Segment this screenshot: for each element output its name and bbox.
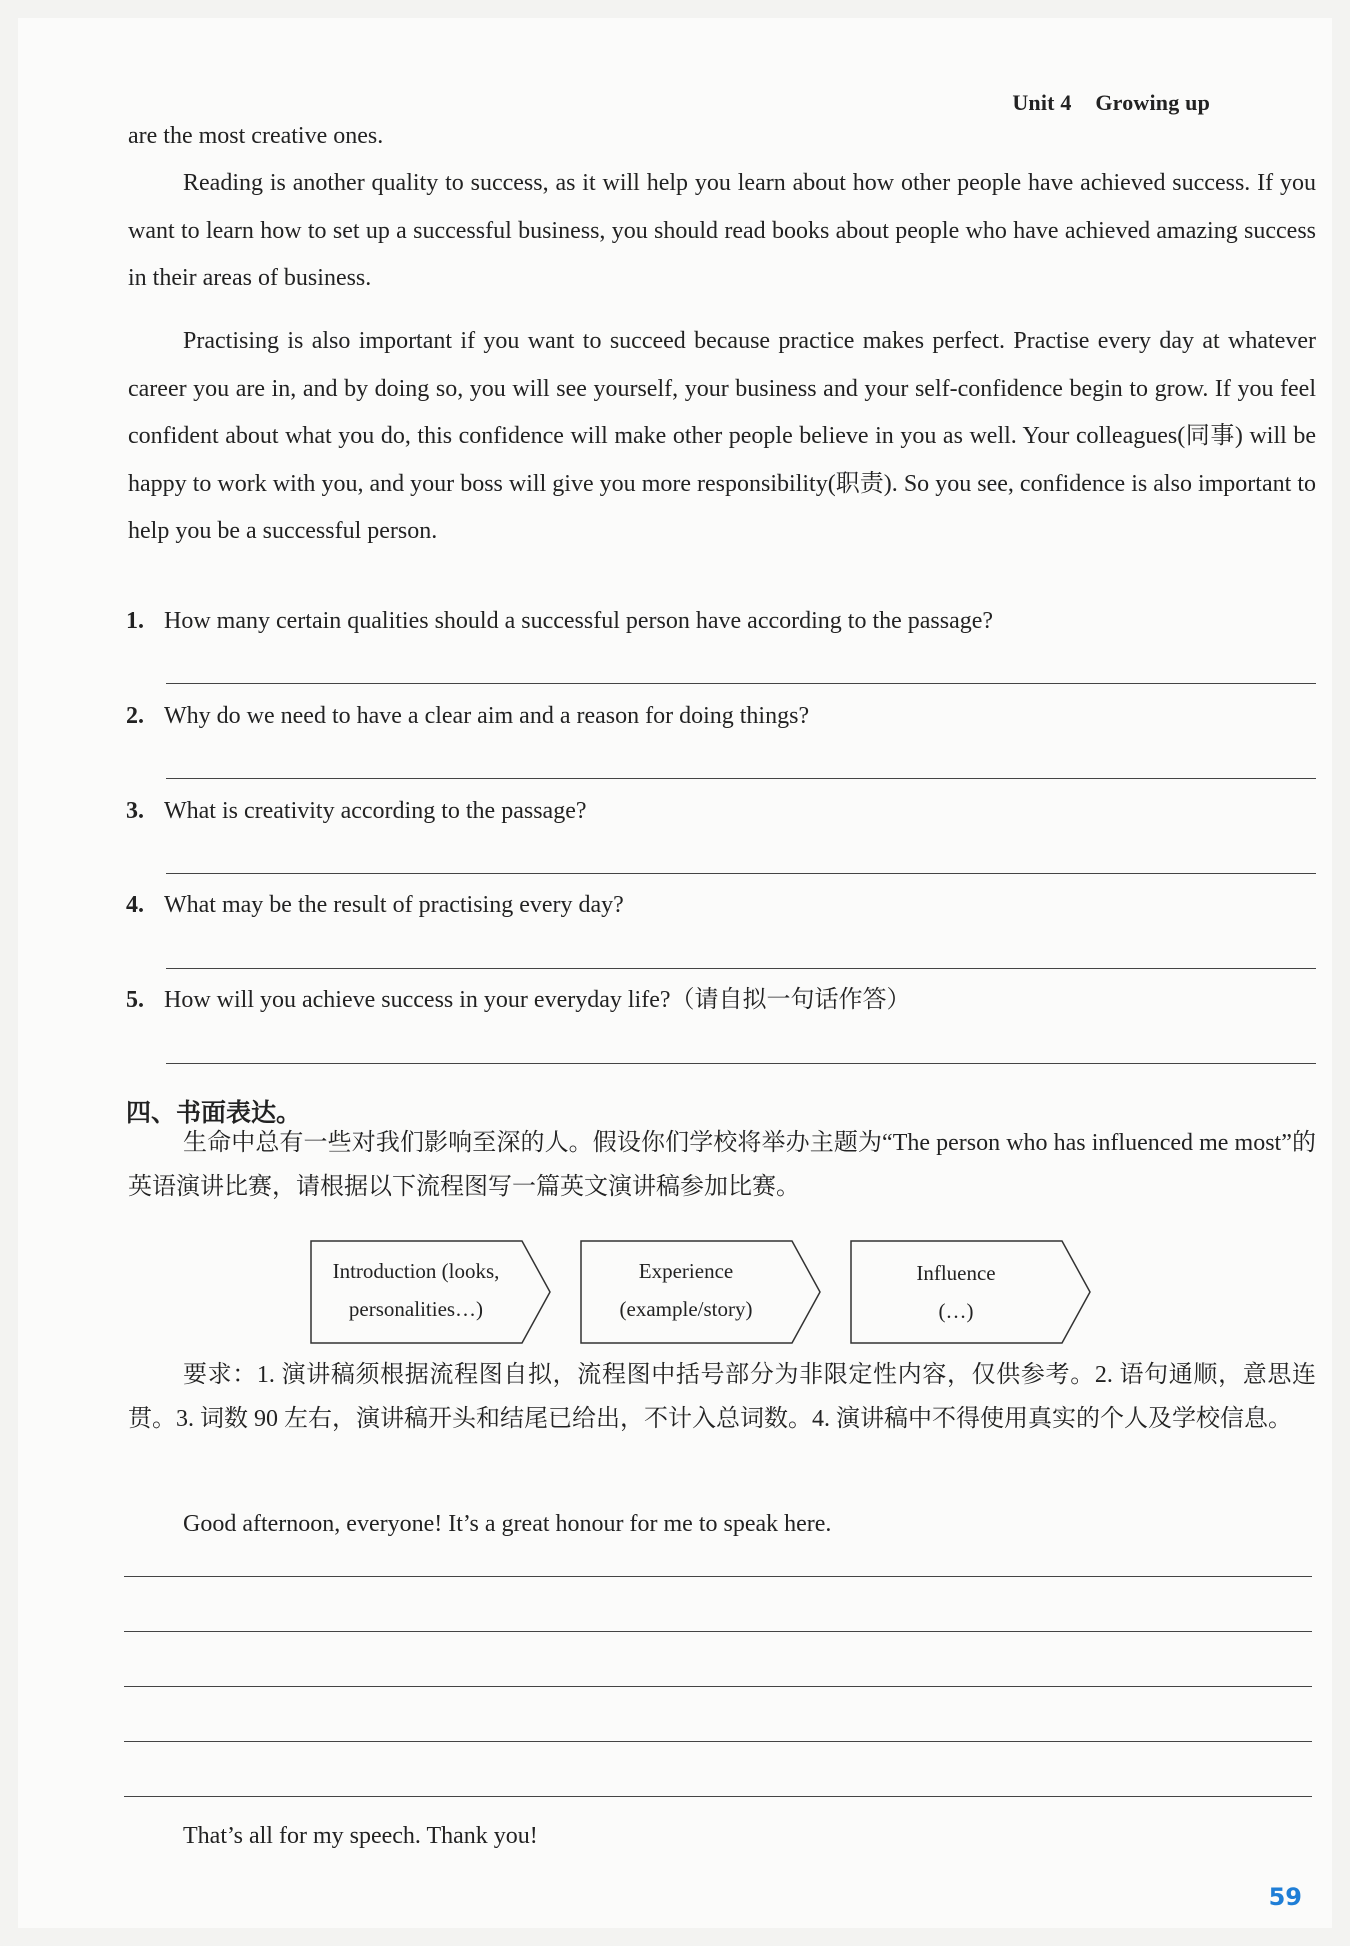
question-1: [126, 605, 1316, 637]
answer-line-2[interactable]: [166, 778, 1316, 779]
writing-line-3[interactable]: [124, 1686, 1312, 1687]
flowchart-step-label: [580, 1252, 792, 1328]
writing-line-5[interactable]: [124, 1796, 1312, 1797]
question-number: 2.: [126, 703, 144, 729]
writing-line-4[interactable]: [124, 1741, 1312, 1742]
answer-line-5[interactable]: [166, 1063, 1316, 1064]
writing-intro: 生命中总有一些对我们影响至深的人。假设你们学校将举办主题为“The person who has influenced me most”的英语演讲比赛，请根据以下流程图写一篇英文演讲稿参加比赛。: [128, 1130, 1316, 1200]
unit-title: Growing up: [1095, 90, 1210, 115]
flowchart-step-label: [850, 1254, 1062, 1330]
question-number: 1.: [126, 608, 144, 634]
worksheet-page: [18, 18, 1332, 1928]
question-text: Why do we need to have a clear aim and a reason for doing things?: [164, 703, 810, 729]
question-text: What is creativity according to the passage?: [164, 798, 587, 824]
passage-paragraph-1: Reading is another quality to success, as it will help you learn about how other people have achieved success. If you want to learn how to set up a successful business, you should read books about people who have achieved amazing success in their areas of business.: [128, 170, 1316, 292]
speech-closing: That’s all for my speech. Thank you!: [183, 1823, 538, 1849]
answer-line-4[interactable]: [166, 968, 1316, 969]
flowchart-step-1: [310, 1240, 552, 1344]
flowchart-step-line-2: (…): [938, 1299, 974, 1323]
question-2: [126, 700, 1316, 732]
writing-line-1[interactable]: [124, 1576, 1312, 1577]
question-text: How many certain qualities should a successful person have according to the passage?: [164, 608, 994, 634]
flowchart-step-line-1: Experience: [638, 1259, 734, 1283]
section-title: 四、书面表达。: [126, 1098, 302, 1127]
answer-line-3[interactable]: [166, 873, 1316, 874]
flowchart-step-3: [850, 1240, 1092, 1344]
question-3: [126, 795, 1316, 827]
flowchart-step-line-1: Introduction (looks,: [332, 1259, 500, 1283]
answer-line-1[interactable]: [166, 683, 1316, 684]
writing-requirements: 要求：1. 演讲稿须根据流程图自拟，流程图中括号部分为非限定性内容，仅供参考。2. 语句通顺，意思连贯。3. 词数 90 左右，演讲稿开头和结尾已给出，不计入总词数。4. 演讲稿中不得使用真实的个人及学校信息。: [128, 1362, 1316, 1432]
passage-paragraph-2: Practising is also important if you want to succeed because practice makes perfect. Practise every day at whatever career you are in, and by doing so, you will see yourself, your business and your self-confidence begin to grow. If you feel confident about what you do, this confidence will make other people believe in you as well. Your colleagues(同事) will be happy to work with you, and your boss will give you more responsibility(职责). So you see, confidence is also important to help you be a successful person.: [128, 328, 1316, 545]
question-number: 3.: [126, 798, 144, 824]
question-5: [126, 984, 1316, 1016]
question-text: How will you achieve success in your everyday life?（请自拟一句话作答）: [164, 987, 911, 1013]
flowchart-step-line-2: (example/story): [619, 1297, 753, 1321]
unit-label: Unit 4: [1012, 90, 1072, 115]
question-text: What may be the result of practising every day?: [164, 892, 624, 918]
passage-paragraph-0: are the most creative ones.: [128, 123, 384, 149]
question-number: 5.: [126, 987, 144, 1013]
question-number: 4.: [126, 892, 144, 918]
writing-line-2[interactable]: [124, 1631, 1312, 1632]
flowchart-step-line-1: Influence: [916, 1261, 996, 1285]
flowchart-step-line-2: personalities…): [348, 1297, 484, 1321]
speech-opening: Good afternoon, everyone! It’s a great honour for me to speak here.: [183, 1511, 832, 1537]
flowchart-step-label: [310, 1252, 522, 1328]
page-number: 59: [1268, 1883, 1302, 1911]
question-4: [126, 889, 1316, 921]
flowchart-step-2: [580, 1240, 822, 1344]
